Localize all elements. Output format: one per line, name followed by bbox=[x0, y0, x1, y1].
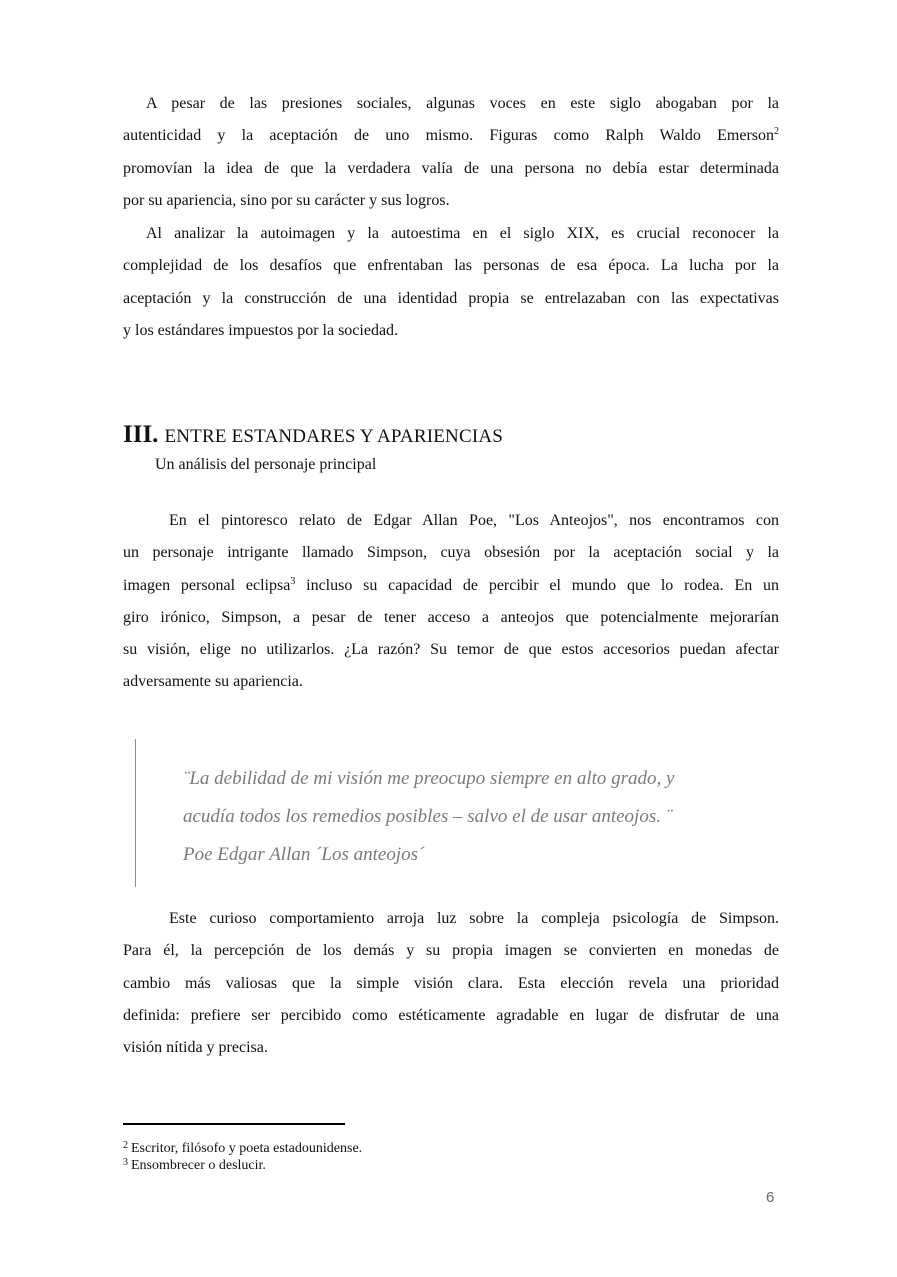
text-line-content: autenticidad y la aceptación de uno mismo. Figuras como Ralph Waldo Emerson bbox=[123, 127, 774, 145]
footnote-ref: 2 bbox=[774, 126, 779, 138]
paragraph-psychology bbox=[123, 903, 779, 1064]
text-line: su visión, elige no utilizarlos. ¿La razón? Su temor de que estos accesorios puedan afectar bbox=[123, 641, 779, 659]
paragraph-analysis bbox=[123, 218, 779, 347]
quote-line: acudía todos los remedios posibles – salvo el de usar anteojos. ¨ bbox=[183, 806, 673, 827]
text-line: giro irónico, Simpson, a pesar de tener acceso a anteojos que potencialmente mejorarían bbox=[123, 608, 779, 626]
text-line: visión nítida y precisa. bbox=[123, 1039, 268, 1057]
quote-attribution: Poe Edgar Allan ´Los anteojos´ bbox=[183, 844, 425, 865]
footnote-ref: 3 bbox=[290, 575, 296, 587]
paragraph-poe-story bbox=[123, 505, 779, 699]
text-line-content: incluso su capacidad de percibir el mundo que lo rodea. En un bbox=[295, 576, 780, 594]
text-line: por su apariencia, sino por su carácter y sus logros. bbox=[123, 191, 450, 209]
text-line: En el pintoresco relato de Edgar Allan Poe, "Los Anteojos", nos encontramos con bbox=[169, 512, 779, 529]
text-line: Al analizar la autoimagen y la autoestima en el siglo XIX, es crucial reconocer la bbox=[146, 225, 779, 242]
text-line: aceptación y la construcción de una identidad propia se entrelazaban con las expectativas bbox=[123, 289, 779, 307]
footnote-item bbox=[123, 1155, 266, 1174]
footnote-mark: 3 bbox=[123, 1157, 128, 1168]
text-line: cambio más valiosas que la simple visión clara. Esta elección revela una prioridad bbox=[123, 974, 779, 992]
text-line: Este curioso comportamiento arroja luz sobre la compleja psicología de Simpson. bbox=[169, 910, 779, 927]
footnote-divider bbox=[123, 1123, 345, 1125]
text-line: y los estándares impuestos por la sociedad. bbox=[123, 321, 399, 339]
section-number: III. bbox=[123, 421, 159, 448]
footnote-text: Escritor, filósofo y poeta estadounidense. bbox=[131, 1141, 363, 1156]
text-line-content: imagen personal eclipsa bbox=[123, 576, 291, 594]
footnote-text: Ensombrecer o deslucir. bbox=[131, 1158, 266, 1173]
text-line: Para él, la percepción de los demás y su propia imagen se convierten en monedas de bbox=[123, 942, 779, 960]
text-line: complejidad de los desafíos que enfrentaban las personas de esa época. La lucha por la bbox=[123, 257, 779, 275]
text-line: un personaje intrigante llamado Simpson, cuya obsesión por la aceptación social y la bbox=[123, 544, 779, 562]
text-line bbox=[123, 570, 779, 602]
paragraph-emerson bbox=[123, 88, 779, 217]
block-quote bbox=[135, 739, 756, 887]
page-number: 6 bbox=[766, 1189, 775, 1206]
quote-line: ¨La debilidad de mi visión me preocupo siempre en alto grado, y bbox=[183, 768, 675, 789]
text-line: promovían la idea de que la verdadera valía de una persona no debía estar determinada bbox=[123, 159, 779, 177]
section-subtitle: Un análisis del personaje principal bbox=[155, 456, 377, 473]
section-title: ENTRE ESTANDARES Y APARIENCIAS bbox=[164, 426, 504, 447]
text-line: A pesar de las presiones sociales, algunas voces en este siglo abogaban por la bbox=[146, 95, 779, 112]
text-line: adversamente su apariencia. bbox=[123, 673, 303, 691]
section-heading bbox=[123, 421, 503, 449]
text-line bbox=[123, 120, 779, 152]
footnote-mark: 2 bbox=[123, 1140, 128, 1151]
text-line: definida: prefiere ser percibido como estéticamente agradable en lugar de disfrutar de una bbox=[123, 1006, 779, 1024]
